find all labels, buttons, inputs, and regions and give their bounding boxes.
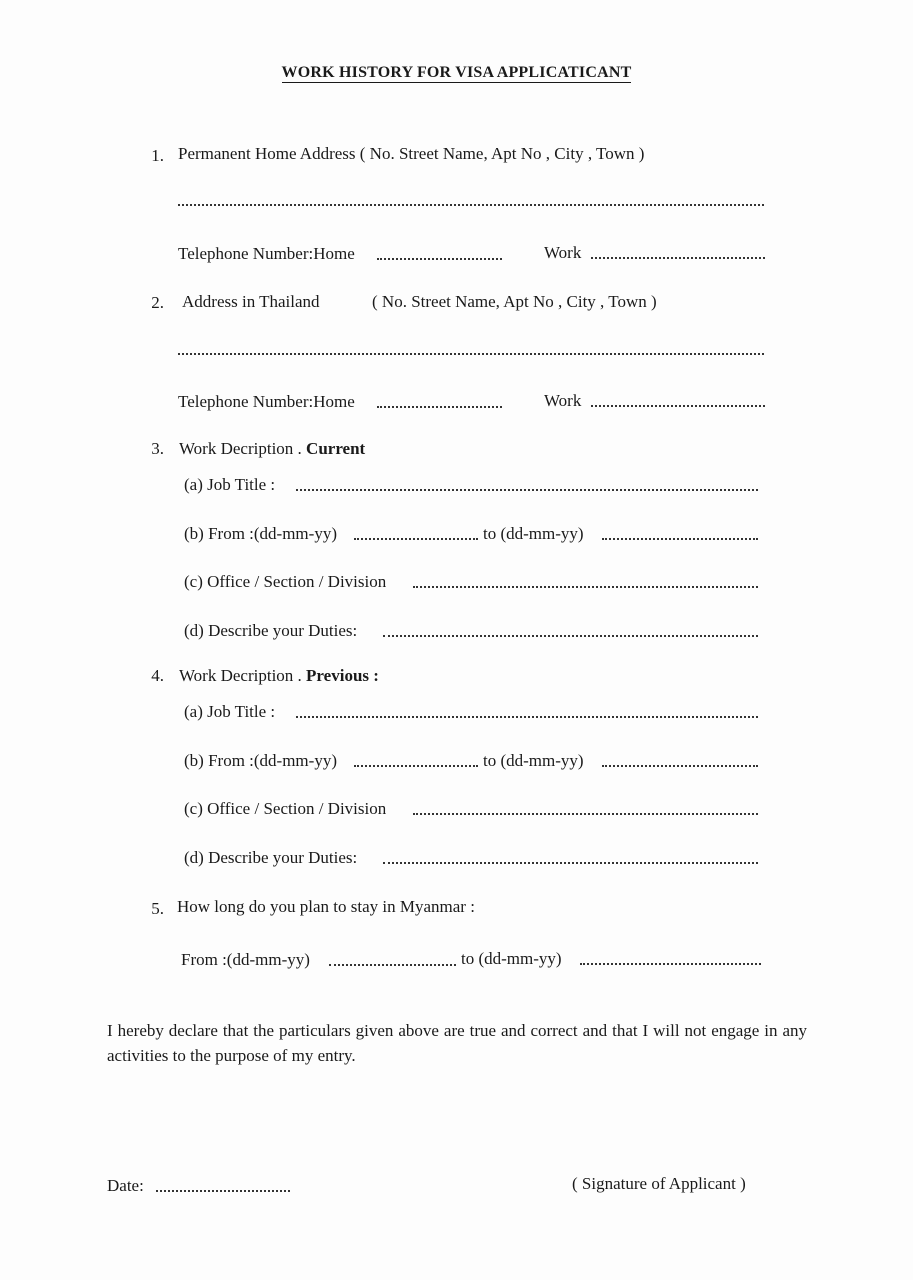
- q3-duties-label: (d) Describe your Duties:: [184, 621, 358, 640]
- q1-tel-work-field[interactable]: [591, 257, 765, 259]
- q5-number: 5.: [151, 899, 164, 918]
- q5-to-label: to (dd-mm-yy): [461, 949, 562, 968]
- q1-tel-home-label: Telephone Number:Home: [178, 244, 355, 263]
- q1-label: Permanent Home Address ( No. Street Name, Apt No , City , Town ): [178, 144, 645, 163]
- q3-duties-field[interactable]: [383, 635, 758, 637]
- q4-office-field[interactable]: [413, 813, 758, 815]
- q3-from-label: (b) From :(dd-mm-yy): [184, 524, 337, 543]
- q1-address-field[interactable]: [178, 204, 764, 206]
- q2-tel-work-label: Work: [544, 391, 582, 410]
- q3-to-label: to (dd-mm-yy): [483, 524, 584, 543]
- q2-tel-home-label: Telephone Number:Home: [178, 392, 355, 411]
- q2-tel-work-field[interactable]: [591, 405, 765, 407]
- q2-hint: ( No. Street Name, Apt No , City , Town ): [372, 292, 657, 311]
- q3-office-label: (c) Office / Section / Division: [184, 572, 387, 591]
- q4-job-title-field[interactable]: [296, 716, 758, 718]
- q3-label: Work Decription . Current: [179, 439, 366, 458]
- q5-label: How long do you plan to stay in Myanmar :: [177, 897, 475, 916]
- q4-job-title-label: (a) Job Title :: [184, 702, 276, 721]
- q2-address-field[interactable]: [178, 353, 764, 355]
- q5-from-label: From :(dd-mm-yy): [181, 950, 310, 969]
- q4-number: 4.: [151, 666, 164, 685]
- q3-from-field[interactable]: [354, 538, 478, 540]
- q1-number: 1.: [151, 146, 164, 165]
- q4-office-label: (c) Office / Section / Division: [184, 799, 387, 818]
- declaration-text: I hereby declare that the particulars given above are true and correct and that I will not engage in any activities to the purpose of my entry.: [107, 1021, 807, 1065]
- form-title: WORK HISTORY FOR VISA APPLICATICANT: [281, 64, 632, 81]
- q4-label-previous: Previous :: [306, 666, 379, 685]
- signature-label: ( Signature of Applicant ): [572, 1174, 746, 1193]
- q2-label: Address in Thailand: [182, 292, 320, 311]
- q3-number: 3.: [151, 439, 164, 458]
- q4-duties-label: (d) Describe your Duties:: [184, 848, 358, 867]
- q5-from-field[interactable]: [329, 964, 456, 966]
- q3-job-title-label: (a) Job Title :: [184, 475, 276, 494]
- q3-to-field[interactable]: [602, 538, 758, 540]
- q2-tel-home-field[interactable]: [377, 406, 502, 408]
- q1-tel-home-field[interactable]: [377, 258, 502, 260]
- q4-to-label: to (dd-mm-yy): [483, 751, 584, 770]
- q4-from-field[interactable]: [354, 765, 478, 767]
- q4-duties-field[interactable]: [383, 862, 758, 864]
- q2-number: 2.: [151, 293, 164, 312]
- q5-to-field[interactable]: [580, 963, 761, 965]
- q4-label: Work Decription . Previous :: [179, 666, 379, 685]
- date-field[interactable]: [156, 1190, 290, 1192]
- q4-to-field[interactable]: [602, 765, 758, 767]
- q3-job-title-field[interactable]: [296, 489, 758, 491]
- q3-label-current: Current: [306, 439, 366, 458]
- date-label: Date:: [107, 1176, 144, 1195]
- q4-from-label: (b) From :(dd-mm-yy): [184, 751, 337, 770]
- q1-tel-work-label: Work: [544, 243, 582, 262]
- q3-office-field[interactable]: [413, 586, 758, 588]
